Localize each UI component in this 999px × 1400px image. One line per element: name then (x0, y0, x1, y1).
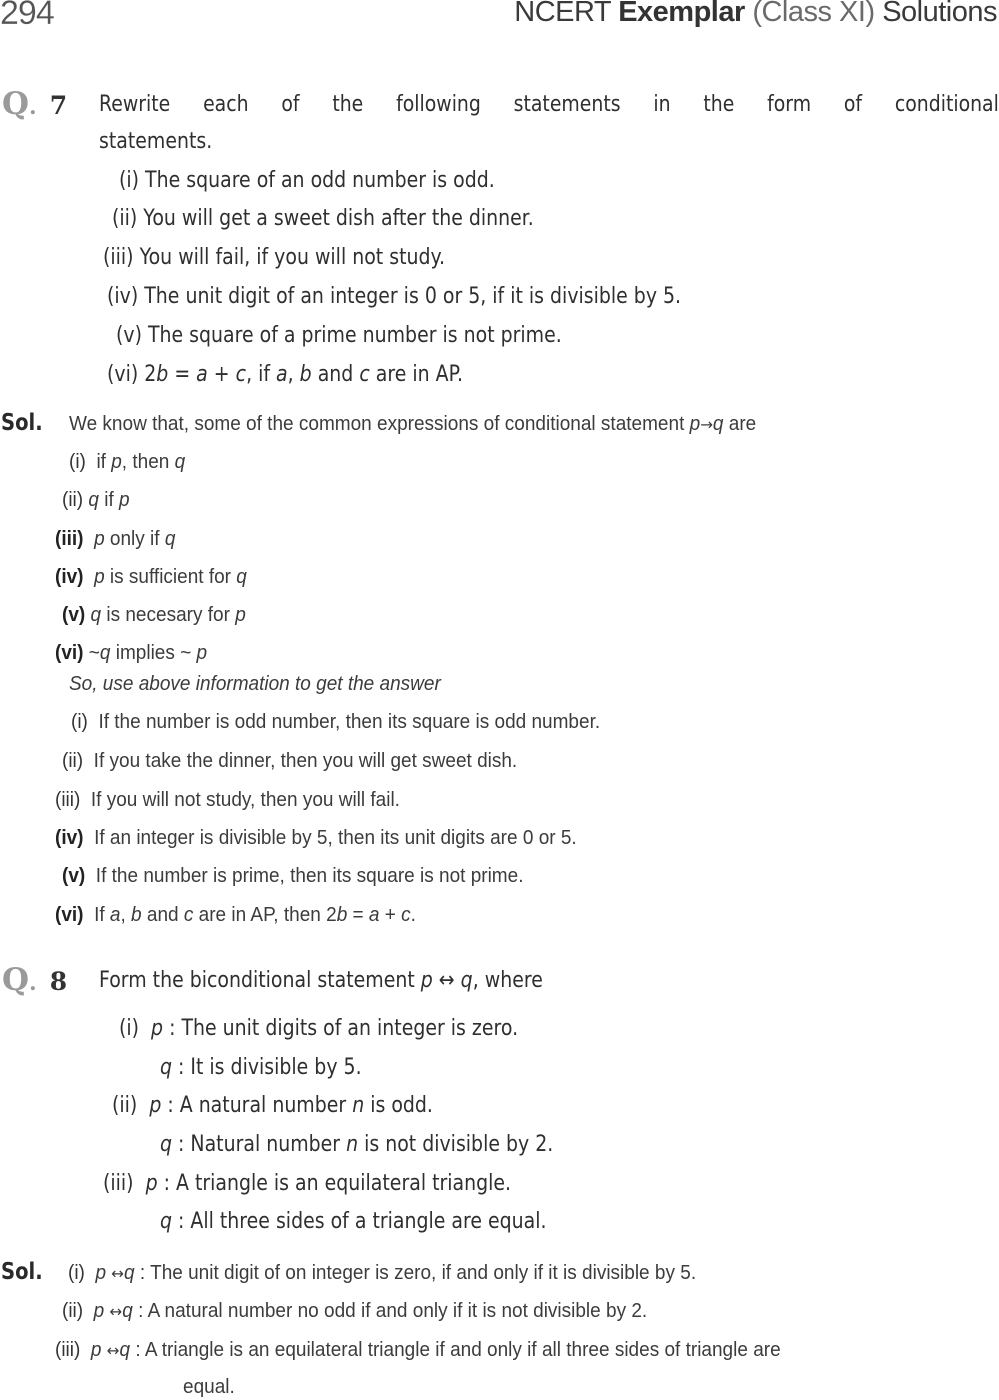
expression-item: (v) q is necesary for p (62, 604, 246, 626)
item-text: The square of a prime number is not prime. (147, 323, 562, 348)
answer-item: (iii) p ↔q : A triangle is an equilateral triangle if and only if all three sides of triangle are (55, 1339, 781, 1361)
q7-item (107, 362, 463, 387)
answer-item: (iii) If you will not study, then you will fail. (55, 789, 400, 811)
item-label: (ii) (112, 206, 138, 231)
answer-item: (i) If the number is odd number, then its square is odd number. (71, 711, 601, 733)
right-arrow-icon: → (700, 415, 713, 434)
question-marker (2, 86, 67, 122)
answer-item: (ii) If you take the dinner, then you will get sweet dish. (62, 750, 518, 772)
item-label: (vi) (107, 362, 139, 387)
q7-item (103, 245, 445, 270)
answer-item: (ii) p ↔q : A natural number no odd if and only if it is not divisible by 2. (62, 1300, 648, 1322)
answer-item: (vi) If a, b and c are in AP, then 2b = a + c. (55, 904, 416, 926)
expression-item: (ii) q if p (62, 489, 130, 511)
solution-label: Sol. (1, 410, 43, 436)
answer-item: (v) If the number is prime, then its square is not prime. (62, 865, 524, 887)
book-class: (Class XI) (752, 0, 875, 28)
answer-item: (i) p ↔q : The unit digit of on integer is zero, if and only if it is divisible by 5. (68, 1262, 697, 1284)
q-dot: . (29, 970, 37, 996)
item-text: You will fail, if you will not study. (139, 245, 446, 270)
q8-item-q: q : All three sides of a triangle are equal. (160, 1209, 547, 1234)
answer-continuation: equal. (183, 1376, 235, 1398)
item-text: The square of an odd number is odd. (145, 168, 495, 193)
q8-item-p: (iii) p : A triangle is an equilateral triangle. (103, 1171, 512, 1196)
expression-item: (i) if p, then q (69, 451, 186, 473)
question-marker (2, 962, 67, 998)
book-prefix: NCERT (514, 0, 611, 28)
biconditional-arrow-icon: ↔ (111, 1264, 125, 1283)
q-letter-icon: Q (2, 962, 30, 998)
q7-item (112, 206, 534, 231)
page-number: 294 (0, 0, 54, 32)
question-number: 7 (49, 91, 68, 120)
item-label: (i) (119, 168, 140, 193)
item-text: 2b = a + c, if a, b and c are in AP. (144, 362, 464, 387)
q7-item (119, 168, 495, 193)
solution-label: Sol. (1, 1259, 43, 1285)
expression-item: (vi) ~q implies ~ p (55, 642, 208, 664)
item-label: (iv) (107, 284, 139, 309)
q-letter-icon: Q (2, 86, 30, 122)
question-prompt-cont: statements. (99, 129, 213, 154)
q7-item (107, 284, 681, 309)
q8-item-p: (i) p : The unit digits of an integer is zero. (119, 1016, 519, 1041)
item-label: (iii) (103, 245, 134, 270)
biconditional-arrow-icon: ↔ (109, 1302, 123, 1321)
question-number: 8 (49, 967, 68, 996)
item-text: The unit digit of an integer is 0 or 5, if it is divisible by 5. (144, 284, 682, 309)
question-prompt: Form the biconditional statement p ↔ q, where (99, 968, 543, 993)
book-suffix: Solutions (882, 0, 997, 28)
item-text: You will get a sweet dish after the dinner. (143, 206, 534, 231)
item-label: (v) (116, 323, 142, 348)
question-prompt: Rewrite each of the following statements in the form of conditional (99, 92, 999, 117)
answer-item: (iv) If an integer is divisible by 5, then its unit digits are 0 or 5. (55, 827, 577, 849)
biconditional-arrow-icon: ↔ (438, 968, 455, 993)
biconditional-arrow-icon: ↔ (106, 1341, 120, 1360)
q8-item-p: (ii) p : A natural number n is odd. (112, 1093, 433, 1118)
running-header (514, 0, 997, 29)
book-title: Exemplar (618, 0, 745, 28)
expression-item: (iii) p only if q (55, 528, 176, 550)
q-dot: . (29, 94, 37, 120)
solution-note: So, use above information to get the answer (69, 673, 441, 695)
solution-intro: We know that, some of the common expressions of conditional statement p→q are (69, 413, 757, 435)
q7-item (116, 323, 562, 348)
q8-item-q: q : Natural number n is not divisible by 2. (160, 1132, 554, 1157)
q8-item-q: q : It is divisible by 5. (160, 1055, 362, 1080)
expression-item: (iv) p is sufficient for q (55, 566, 247, 588)
